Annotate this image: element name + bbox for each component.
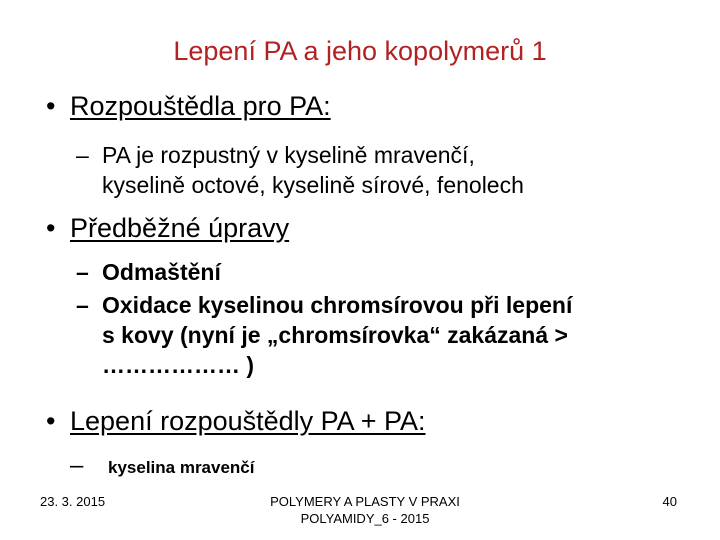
sub-item-formic-acid	[70, 452, 254, 480]
footer-course-title: POLYMERY A PLASTY V PRAXI	[270, 494, 460, 509]
bullet-heading-solvent-bonding: Lepení rozpouštědly PA + PA:	[70, 406, 426, 436]
bullet-solvent-bonding	[46, 405, 425, 437]
footer-course-subtitle: POLYAMIDY_6 - 2015	[300, 511, 430, 526]
sub-item-text-line2: kyselině octové, kyselině sírové, fenolech	[102, 172, 524, 198]
sub-item-oxidation	[76, 290, 572, 380]
sub-item-text-line1: Oxidace kyselinou chromsírovou při lepení	[102, 292, 573, 318]
bullet-dot: •	[46, 213, 56, 243]
sub-item-text-line1: PA je rozpustný v kyselině mravenčí,	[102, 142, 475, 168]
bullet-heading-pretreatment: Předběžné úpravy	[70, 213, 290, 243]
dash-marker: –	[76, 259, 89, 285]
sub-item-text-line3: ……………… )	[102, 352, 255, 378]
footer-page-number: 40	[662, 494, 677, 509]
slide-title: Lepení PA a jeho kopolymerů 1	[173, 36, 547, 66]
dash-marker: –	[76, 292, 89, 318]
sub-item-text-line2: s kovy (nyní je „chromsírovka“ zakázaná >	[102, 322, 568, 348]
bullet-dot: •	[46, 406, 56, 436]
sub-item-text: kyselina mravenčí	[108, 458, 255, 477]
sub-item-text: Odmaštění	[102, 259, 221, 285]
bullet-solvents	[46, 90, 331, 122]
bullet-dot: •	[46, 91, 56, 121]
sub-item-degreasing	[76, 257, 221, 287]
footer-date: 23. 3. 2015	[40, 494, 106, 509]
bullet-pretreatment	[46, 212, 289, 244]
dash-marker: –	[70, 452, 84, 479]
footer-center	[220, 493, 510, 527]
bullet-heading-solvents: Rozpouštědla pro PA:	[70, 91, 331, 121]
dash-marker: –	[76, 142, 89, 168]
sub-item-solubility	[76, 140, 524, 200]
